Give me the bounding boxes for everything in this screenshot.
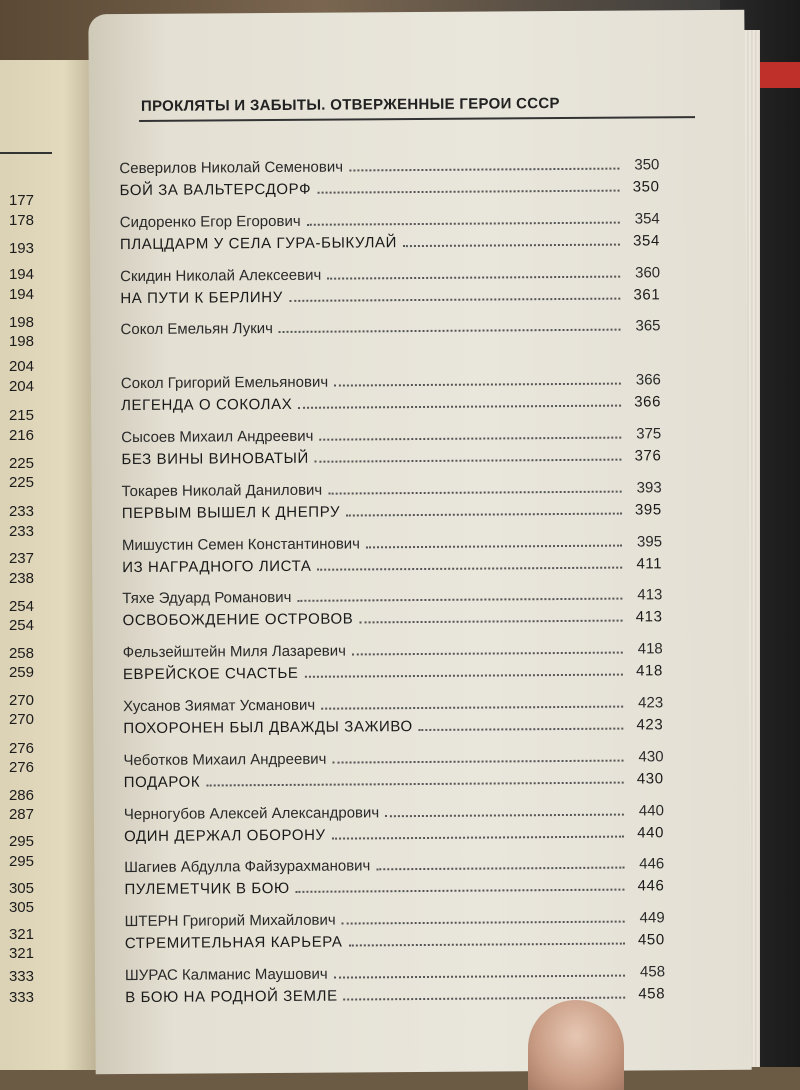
chapter-page-number: 376	[634, 447, 662, 465]
hero-name: Сокол Григорий Емельянович	[120, 373, 329, 393]
hero-page-number: 393	[636, 479, 662, 497]
chapter-title: ПЕРВЫМ ВЫШЕЛ К ДНЕПРУ	[121, 503, 341, 522]
leader-dots	[289, 287, 621, 301]
left-page-number: 233	[8, 523, 34, 540]
left-page-number: 194	[8, 286, 34, 303]
hero-page-number: 423	[638, 694, 664, 712]
leader-dots	[315, 449, 622, 463]
chapter-page-number: 411	[636, 554, 663, 573]
chapter-title: ИЗ НАГРАДНОГО ЛИСТА	[122, 557, 312, 576]
contents-entry	[122, 533, 662, 591]
hero-name: Скидин Николай Алексеевич	[120, 266, 322, 285]
leader-dots	[344, 987, 626, 1001]
hero-name: ШУРАС Калманис Маушович	[124, 965, 328, 985]
hero-page-number: 449	[639, 909, 665, 927]
chapter-title-line	[124, 824, 664, 850]
chapter-title: СТРЕМИТЕЛЬНАЯ КАРЬЕРА	[124, 933, 343, 953]
leader-dots	[385, 803, 624, 817]
contents-page	[88, 10, 751, 1075]
hero-name-line	[120, 318, 660, 344]
chapter-title: ЛЕГЕНДА О СОКОЛАХ	[120, 396, 293, 415]
left-page-number: 193	[8, 240, 34, 257]
hero-page-number: 440	[638, 801, 664, 820]
leader-dots	[352, 642, 623, 656]
chapter-page-number: 395	[634, 501, 662, 519]
left-page-number: 259	[8, 664, 34, 681]
left-page-number: 286	[8, 787, 34, 804]
leader-dots	[298, 395, 621, 409]
chapter-title: ПЛАЦДАРМ У СЕЛА ГУРА-БЫКУЛАЙ	[119, 233, 398, 253]
leader-dots	[307, 211, 620, 225]
chapter-title-line	[121, 394, 661, 420]
left-page-number: 270	[8, 711, 34, 728]
leader-dots	[317, 180, 620, 194]
contents-entry	[125, 909, 665, 967]
left-page-number: 194	[8, 266, 34, 283]
left-page-number: 333	[8, 968, 34, 985]
chapter-title-line	[119, 178, 659, 204]
contents-entry	[120, 264, 660, 322]
chapter-title-line	[120, 232, 660, 258]
left-page-number: 233	[8, 503, 34, 520]
chapter-title: ПОДАРОК	[123, 773, 201, 791]
chapter-page-number: 366	[634, 393, 662, 411]
leader-dots	[359, 610, 622, 624]
left-page-number: 254	[8, 598, 34, 615]
hero-name: Сокол Емельян Лукич	[120, 320, 273, 339]
left-page-number: 254	[8, 617, 34, 634]
leader-dots	[342, 911, 625, 925]
contents-entry	[122, 479, 662, 537]
hero-page-number: 458	[639, 963, 666, 981]
leader-dots	[296, 879, 625, 893]
chapter-page-number: 446	[637, 877, 665, 895]
leader-dots	[206, 771, 623, 786]
left-page-number: 258	[8, 645, 34, 662]
leader-dots	[349, 158, 619, 172]
left-page-number: 276	[8, 740, 34, 757]
chapter-page-number: 354	[633, 232, 660, 250]
contents-entry	[124, 856, 664, 914]
hero-name: Черногубов Алексей Александрович	[123, 803, 380, 823]
left-page-number: 225	[8, 455, 34, 472]
chapter-title: БОЙ ЗА ВАЛЬТЕРСДОРФ	[119, 180, 312, 200]
hero-page-number: 413	[637, 586, 663, 604]
hero-name: Токарев Николай Данилович	[121, 481, 323, 500]
left-page-number: 321	[8, 945, 34, 962]
chapter-page-number: 413	[635, 608, 663, 626]
hero-page-number: 375	[636, 425, 662, 443]
left-page-numbers	[0, 0, 98, 1067]
leader-dots	[419, 718, 624, 731]
hero-name: Тяхе Эдуард Романович	[122, 589, 292, 608]
chapter-page-number: 423	[636, 716, 664, 734]
chapter-title-line	[122, 609, 662, 635]
leader-dots	[304, 664, 622, 678]
leader-dots	[403, 233, 620, 247]
left-page-number: 305	[8, 899, 34, 916]
hero-name: Сысоев Михаил Андреевич	[121, 427, 314, 447]
finger	[528, 1000, 624, 1090]
left-page-number: 216	[8, 427, 34, 444]
contents-entry	[123, 694, 663, 752]
hero-page-number: 354	[634, 210, 660, 228]
chapter-title-line	[124, 878, 664, 904]
chapter-page-number: 361	[633, 285, 661, 304]
leader-dots	[328, 480, 621, 494]
hero-page-number: 350	[634, 156, 660, 174]
left-page-number: 198	[8, 333, 34, 350]
hero-page-number: 446	[639, 855, 665, 873]
left-page-number: 287	[8, 806, 34, 823]
hero-name: Фельзейштейн Миля Лазаревич	[122, 642, 346, 662]
leader-dots	[334, 965, 625, 979]
hero-name: Сидоренко Егор Егорович	[119, 212, 301, 231]
chapter-title: ПУЛЕМЕТЧИК В БОЮ	[124, 880, 290, 899]
left-page-number: 204	[8, 358, 34, 375]
chapter-title-line	[120, 286, 660, 312]
left-page-number: 204	[8, 378, 34, 395]
contents-entry	[123, 748, 663, 806]
leader-dots	[332, 749, 623, 763]
leader-dots	[279, 319, 621, 333]
chapter-title-line	[123, 716, 663, 742]
left-page-number: 305	[8, 880, 34, 897]
left-page-number: 178	[8, 212, 34, 229]
leader-dots	[376, 857, 624, 871]
left-page-number: 295	[8, 853, 34, 870]
leader-dots	[317, 556, 622, 570]
leader-dots	[321, 696, 623, 710]
left-page-number: 238	[8, 570, 34, 587]
leader-dots	[332, 825, 624, 839]
chapter-title: ПОХОРОНЕН БЫЛ ДВАЖДЫ ЗАЖИВО	[123, 718, 413, 738]
left-page-number: 177	[8, 192, 34, 209]
contents-entry	[119, 156, 659, 214]
chapter-title: ОСВОБОЖДЕНИЕ ОСТРОВОВ	[122, 610, 354, 630]
chapter-page-number: 458	[638, 985, 666, 1003]
hero-name: Шагиев Абдулла Файзурахманович	[124, 857, 371, 877]
left-page-number: 215	[8, 407, 34, 424]
leader-dots	[346, 502, 622, 516]
hero-page-number: 430	[638, 748, 664, 766]
hero-page-number: 366	[635, 371, 661, 389]
leader-dots	[297, 588, 622, 602]
chapter-title-line	[122, 555, 662, 581]
hero-page-number: 395	[636, 532, 663, 551]
left-page-number: 237	[8, 550, 34, 567]
chapter-page-number: 450	[637, 931, 665, 949]
left-page-number: 276	[8, 759, 34, 776]
contents-entry	[120, 210, 660, 268]
left-page-number: 198	[8, 314, 34, 331]
left-page-number: 333	[8, 989, 34, 1006]
contents-entry	[120, 318, 660, 376]
left-page-number: 270	[8, 692, 34, 709]
contents-entry	[124, 802, 664, 860]
header-rule	[139, 116, 695, 122]
chapter-page-number: 440	[637, 823, 665, 842]
hero-name: Чеботков Михаил Андреевич	[123, 750, 327, 769]
chapter-title: ОДИН ДЕРЖАЛ ОБОРОНУ	[123, 826, 326, 845]
contents-entry	[121, 372, 661, 430]
running-header: ПРОКЛЯТЫ И ЗАБЫТЫ. ОТВЕРЖЕННЫЕ ГЕРОИ СССР	[140, 95, 560, 115]
leader-dots	[348, 933, 624, 947]
contents-list	[119, 156, 665, 1020]
chapter-page-number: 350	[632, 178, 660, 196]
leader-dots	[327, 265, 620, 279]
chapter-title: ЕВРЕЙСКОЕ СЧАСТЬЕ	[122, 665, 299, 684]
chapter-page-number: 418	[636, 662, 663, 680]
chapter-title-line	[122, 501, 662, 527]
left-page-number: 321	[8, 926, 34, 943]
chapter-title: БЕЗ ВИНЫ ВИНОВАТЫЙ	[121, 449, 309, 469]
hero-page-number: 365	[635, 317, 661, 335]
left-page-number: 225	[8, 474, 34, 491]
chapter-title-line	[125, 931, 665, 957]
leader-dots	[334, 373, 621, 387]
left-page-number: 295	[8, 833, 34, 850]
chapter-title: НА ПУТИ К БЕРЛИНУ	[120, 288, 283, 307]
hero-name: ШТЕРН Григорий Михайлович	[124, 911, 336, 931]
chapter-page-number: 430	[636, 770, 664, 788]
chapter-title-line	[124, 770, 664, 796]
leader-dots	[366, 534, 622, 548]
hero-name: Хусанов Зиямат Усманович	[123, 696, 316, 716]
leader-dots	[319, 427, 621, 441]
contents-entry	[121, 425, 661, 483]
chapter-title-line	[121, 447, 661, 473]
contents-entry	[123, 640, 663, 698]
chapter-title: В БОЮ НА РОДНОЙ ЗЕМЛЕ	[125, 987, 338, 1007]
hero-page-number: 418	[637, 640, 663, 658]
hero-page-number: 360	[635, 263, 661, 282]
contents-entry	[122, 587, 662, 645]
hero-name: Северилов Николай Семенович	[119, 158, 344, 178]
chapter-title-line	[123, 662, 663, 688]
hero-name: Мишустин Семен Константинович	[121, 534, 361, 554]
